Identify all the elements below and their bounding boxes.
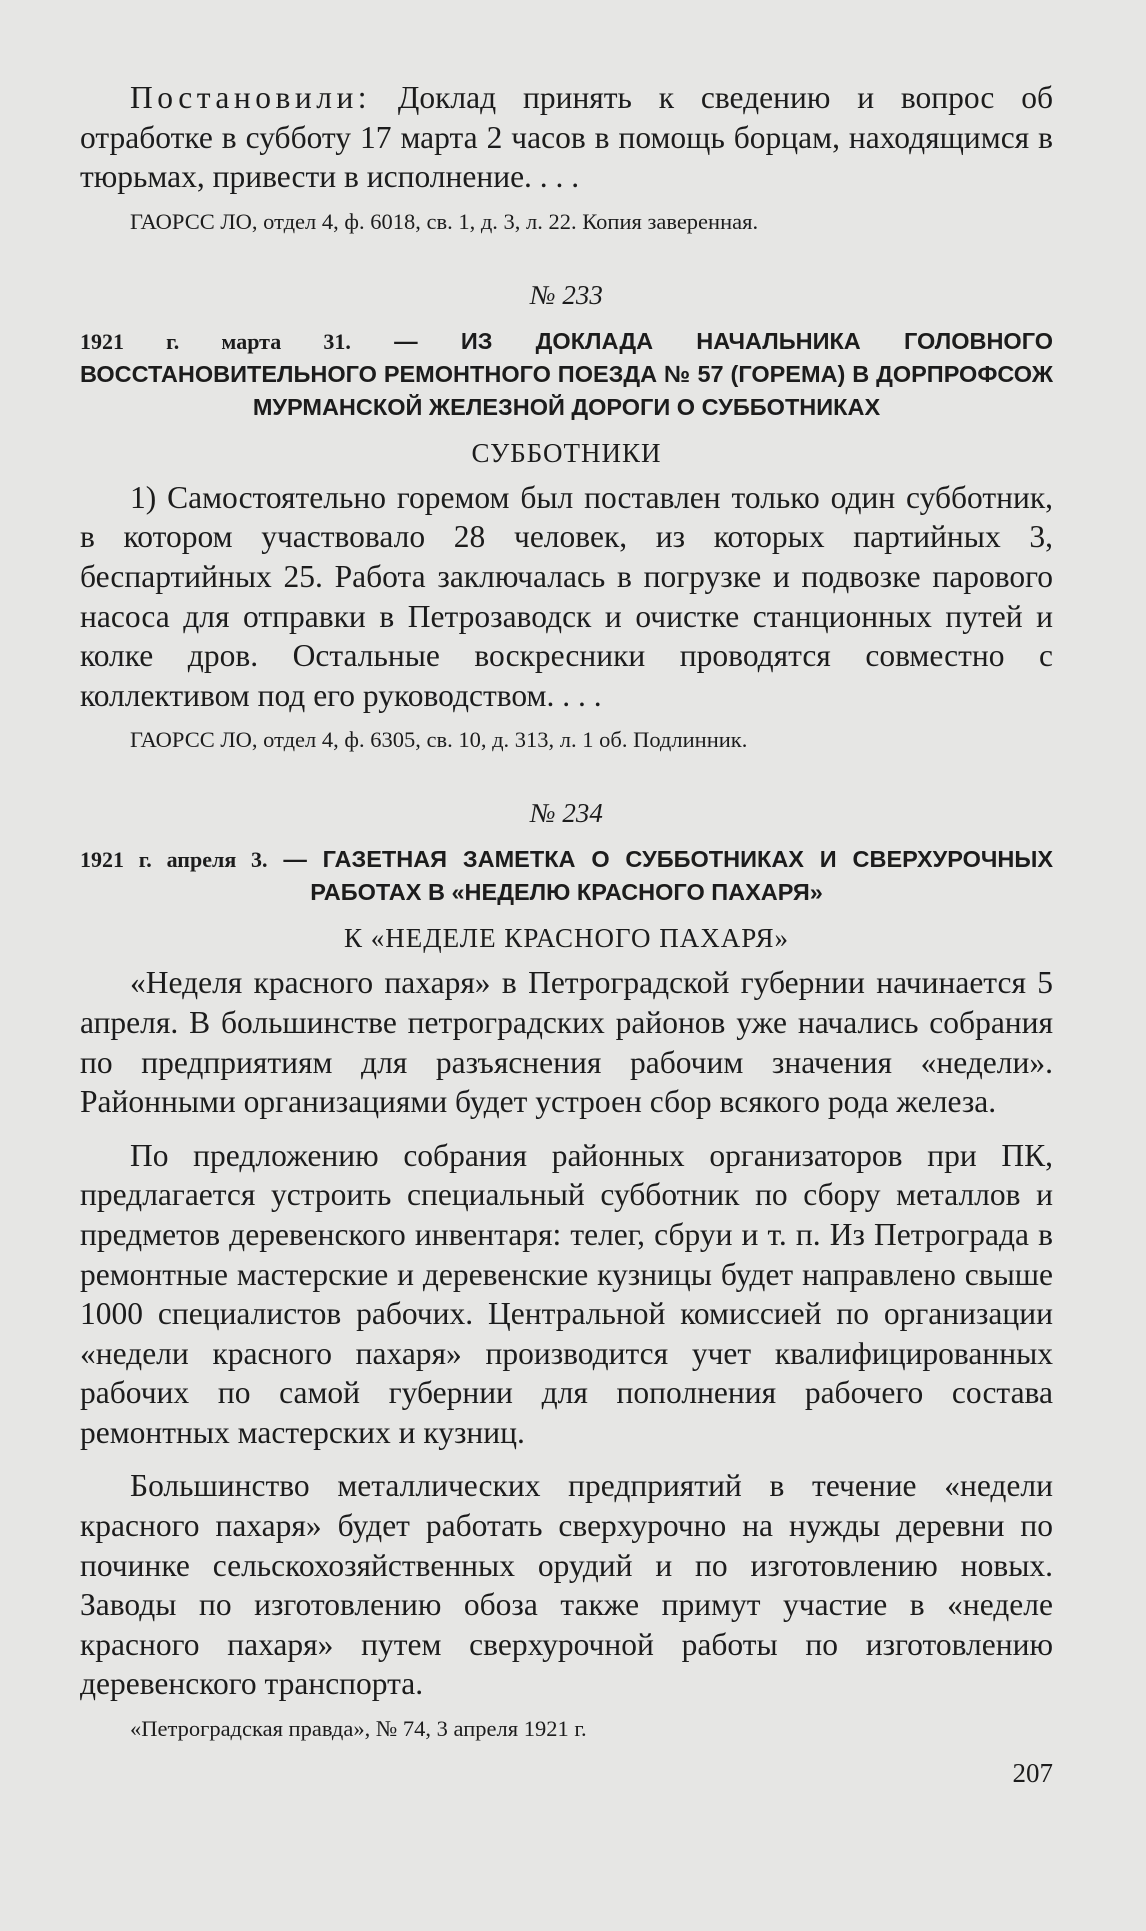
document-heading-233	[80, 325, 1053, 424]
section-subtitle-233: СУББОТНИКИ	[471, 437, 662, 468]
section-subtitle-234: К «НЕДЕЛЕ КРАСНОГО ПАХАРЯ»	[343, 923, 790, 954]
article-paragraph-1: «Неделя красного пахаря» в Петроградской губернии начинается 5 апреля. В большинстве петроградских районов уже начались собрания по предприятиям для разъяснения рабочим значения «недели». Районными организациями будет устроен сбор всякого рода железа.	[80, 965, 1053, 1120]
document-number-233: № 233	[530, 279, 603, 310]
page-number: 207	[1012, 1758, 1053, 1788]
archive-source-1: ГАОРСС ЛО, отдел 4, ф. 6018, св. 1, д. 3, л. 22. Копия заверенная.	[130, 208, 759, 234]
newspaper-source: «Петроградская правда», № 74, 3 апреля 1921 г.	[130, 1716, 587, 1742]
document-title-234: — ГАЗЕТНАЯ ЗАМЕТКА О СУББОТНИКАХ И СВЕРХУРОЧНЫХ РАБОТАХ В «НЕДЕЛЮ КРАСНОГО ПАХАРЯ»	[283, 846, 1054, 906]
article-paragraph-3: Большинство металлических предприятий в течение «недели красного пахаря» будет работать сверхурочно на нужды деревни по починке сельскохозяйственных орудий и по изготовлению новых. Заводы по изготовлению обоза также примут участие в «неделе красного пахаря» путем сверхурочной работы по изготовлению деревенского транспорта.	[80, 1468, 1053, 1702]
article-paragraph-2: По предложению собрания районных организаторов при ПК, предлагается устроить специальный субботник по сбору металлов и предметов деревенского инвентаря: телег, сбруи и т. п. Из Петрограда в ремонтные мастерские и деревенские кузницы будет направлено свыше 1000 специалистов рабочих. Центральной комиссией по организации «недели красного пахаря» производится учет квалифицированных рабочих по самой губернии для пополнения рабочего состава ремонтных мастерских и кузниц.	[80, 1137, 1053, 1450]
document-date-234: 1921 г. апреля 3.	[80, 847, 268, 873]
report-paragraph: 1) Самостоятельно горемом был поставлен только один субботник, в котором участвовало 28 человек, из которых партийных 3, беспартийных 25. Работа заключалась в погрузке и подвозке парового насоса для отправки в Петрозаводск и очистке станционных путей и колке дров. Остальные воскресники проводятся совместно с коллективом под его руководством. . . .	[80, 479, 1053, 713]
document-date-233: 1921 г. марта 31.	[80, 328, 351, 354]
resolution-text: Доклад принять к сведению и вопрос об отработке в субботу 17 марта 2 часов в помощь борцам, находящимся в тюрьмах, привести в исполнение. . . .	[80, 80, 1054, 195]
document-heading-234	[80, 843, 1053, 909]
document-number-234: № 234	[530, 798, 603, 829]
resolution-lead: Постановили:	[130, 80, 372, 115]
archive-source-2: ГАОРСС ЛО, отдел 4, ф. 6305, св. 10, д. 313, л. 1 об. Подлинник.	[130, 727, 748, 753]
document-title-233: — ИЗ ДОКЛАДА НАЧАЛЬНИКА ГОЛОВНОГО ВОССТАНОВИТЕЛЬНОГО РЕМОНТНОГО ПОЕЗДА № 57 (ГОРЕМА) В ДОРПРОФСОЖ МУРМАНСКОЙ ЖЕЛЕЗНОЙ ДОРОГИ О СУББОТНИКАХ	[80, 327, 1053, 420]
resolution-paragraph	[80, 78, 1053, 197]
